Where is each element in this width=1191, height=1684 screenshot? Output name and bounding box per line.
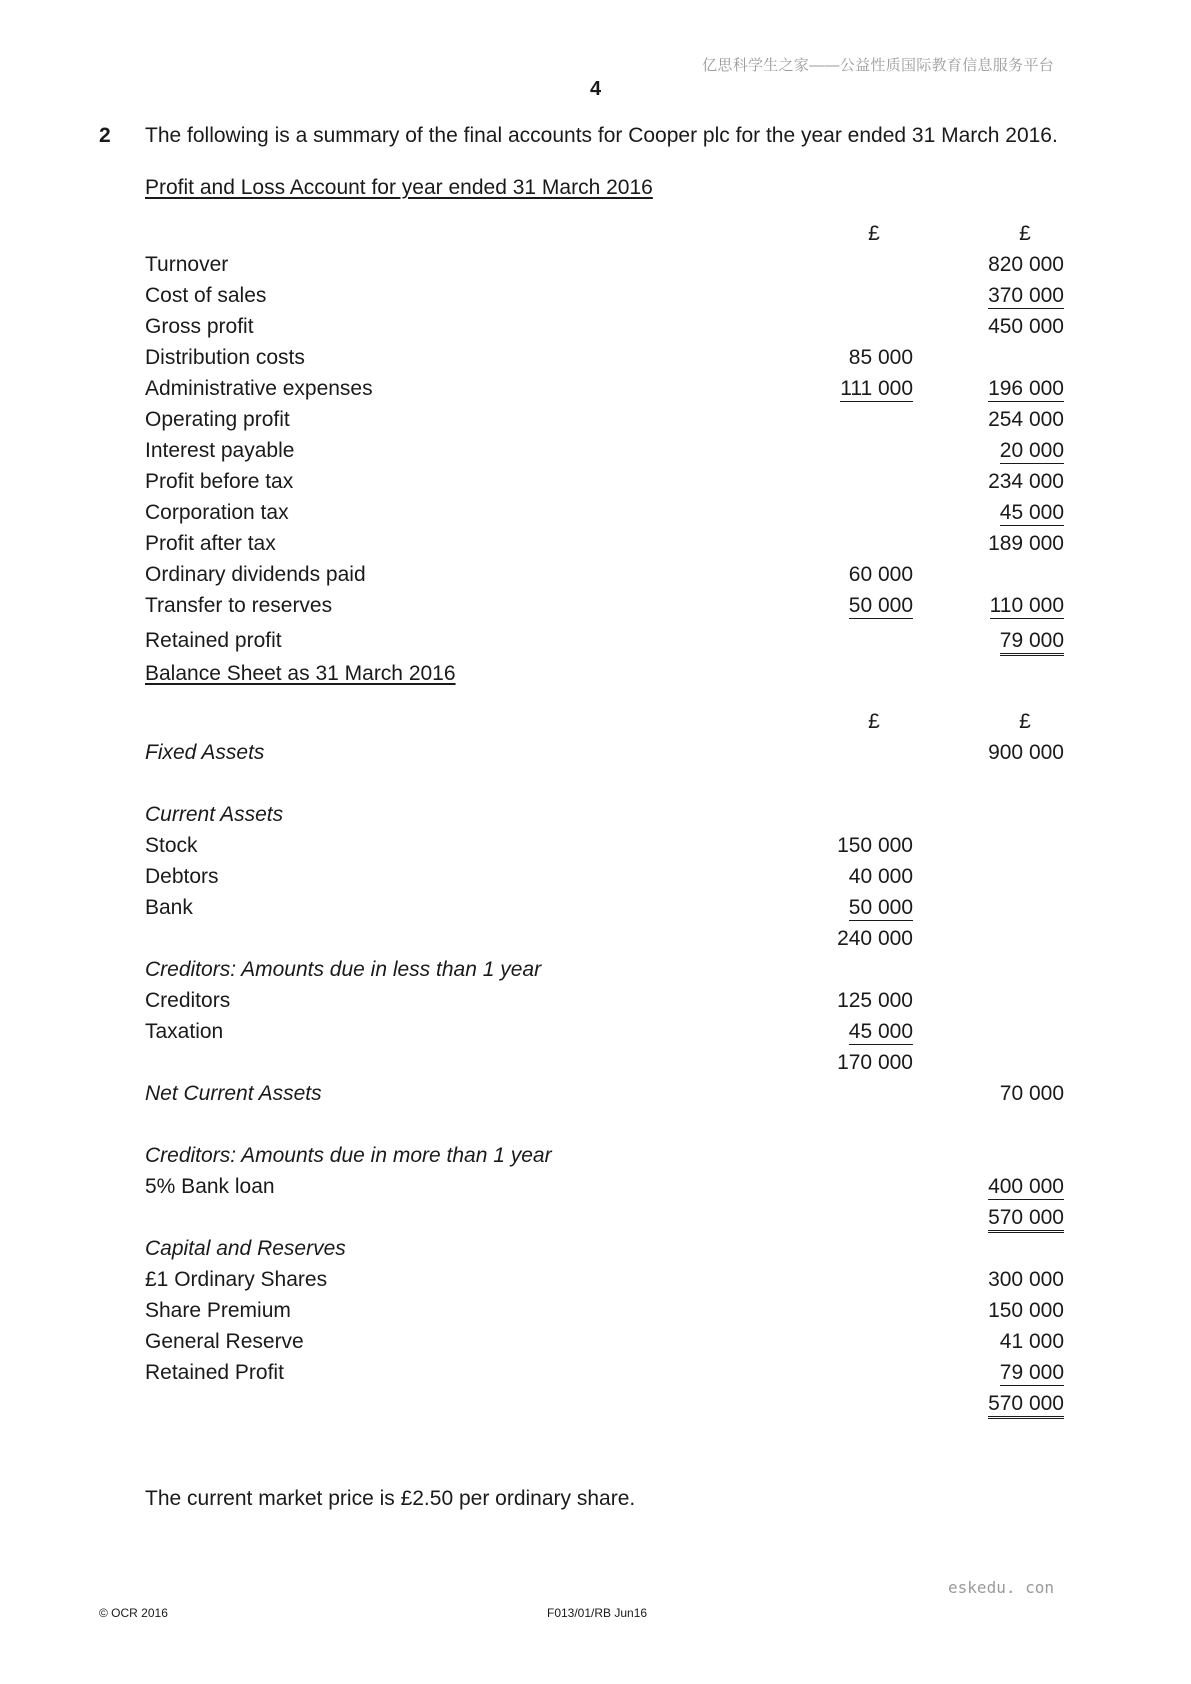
- pl-row: [145, 590, 1064, 621]
- amount-value: 45 000: [999, 501, 1064, 524]
- amount-inner-column: [835, 1264, 913, 1295]
- amount-value: 170 000: [837, 1051, 913, 1074]
- bs-row: [145, 1295, 1064, 1326]
- bs-row: [145, 1109, 925, 1140]
- bs-row: [145, 954, 925, 985]
- amount-outer-column: [986, 1016, 1064, 1047]
- amount-outer-column: [986, 830, 1064, 861]
- row-label: Fixed Assets: [145, 741, 265, 764]
- amount-outer-column: [986, 1140, 1064, 1171]
- amount-value: 400 000: [988, 1175, 1064, 1198]
- amount-outer-column: [986, 1295, 1064, 1326]
- amount-value: 570 000: [988, 1206, 1064, 1233]
- amount-inner-column: [835, 1357, 913, 1388]
- row-label: Turnover: [145, 253, 229, 276]
- amount-outer-column: [986, 373, 1064, 404]
- question-intro: The following is a summary of the final accounts for Cooper plc for the year ended 31 March 2016.: [145, 124, 1058, 147]
- amount-inner-column: [835, 768, 913, 799]
- row-label: Interest payable: [145, 439, 295, 462]
- footer-watermark: eskedu. con: [948, 1578, 1054, 1597]
- currency-symbol: £: [868, 710, 880, 733]
- amount-value: 240 000: [837, 927, 913, 950]
- amount-inner-column: [835, 1388, 913, 1419]
- pl-rows: [145, 249, 1064, 656]
- pl-row: [145, 249, 1064, 280]
- page-number: 4: [589, 78, 602, 100]
- amount-outer-column: [986, 892, 1064, 923]
- amount-value: 85 000: [848, 346, 913, 369]
- bs-row: [145, 892, 925, 923]
- amount-inner-column: [835, 435, 913, 466]
- row-label: Bank: [145, 896, 193, 919]
- bs-row: [145, 1078, 1064, 1109]
- row-label: Creditors: Amounts due in less than 1 year: [145, 958, 542, 981]
- amount-inner-column: [835, 892, 913, 923]
- amount-inner-column: [835, 1140, 913, 1171]
- row-label: £1 Ordinary Shares: [145, 1268, 328, 1291]
- amount-value: 196 000: [988, 377, 1064, 400]
- amount-value: 450 000: [988, 315, 1064, 338]
- row-label: Profit after tax: [145, 532, 276, 555]
- amount-outer-column: [986, 768, 1064, 799]
- amount-outer-column: [986, 861, 1064, 892]
- bs-row: [145, 1388, 1064, 1419]
- pl-currency-row: [145, 218, 1031, 249]
- amount-value: 150 000: [837, 834, 913, 857]
- amount-value: 110 000: [989, 594, 1064, 617]
- amount-inner-column: [835, 1233, 913, 1264]
- amount-value: 570 000: [988, 1392, 1064, 1419]
- bs-row: [145, 737, 1064, 768]
- pl-row: [145, 404, 1064, 435]
- bs-row: [145, 1140, 925, 1171]
- amount-outer-column: [986, 1047, 1064, 1078]
- amount-outer-column: [986, 1357, 1064, 1388]
- amount-inner-column: [835, 497, 913, 528]
- row-label: Distribution costs: [145, 346, 305, 369]
- amount-outer-column: [986, 923, 1064, 954]
- bs-table: [145, 706, 1064, 1419]
- amount-outer-column: [986, 590, 1064, 621]
- amount-value: 40 000: [848, 865, 913, 888]
- row-label: General Reserve: [145, 1330, 304, 1353]
- row-label: Retained profit: [145, 629, 282, 652]
- pl-row: [145, 311, 1064, 342]
- bs-row: [145, 1233, 925, 1264]
- amount-value: 45 000: [848, 1020, 913, 1043]
- amount-inner-column: [835, 1047, 913, 1078]
- bs-row: [145, 1326, 1064, 1357]
- amount-value: 234 000: [988, 470, 1064, 493]
- amount-inner-column: [835, 923, 913, 954]
- amount-inner-column: [835, 1171, 913, 1202]
- row-label: Net Current Assets: [145, 1082, 322, 1105]
- amount-inner-column: [835, 830, 913, 861]
- pl-table: [145, 218, 1064, 656]
- amount-inner-column: [835, 528, 913, 559]
- bs-row: [145, 799, 925, 830]
- amount-inner-column: [835, 954, 913, 985]
- amount-outer-column: [986, 404, 1064, 435]
- amount-inner-column: [835, 1202, 913, 1233]
- amount-outer-column: [986, 799, 1064, 830]
- amount-value: 300 000: [988, 1268, 1064, 1291]
- bs-rows: [145, 737, 1064, 1419]
- amount-value: 900 000: [988, 741, 1064, 764]
- amount-inner-column: [835, 342, 913, 373]
- amount-outer-column: [986, 625, 1064, 656]
- amount-value: 60 000: [848, 563, 913, 586]
- amount-value: 79 000: [1000, 629, 1064, 656]
- bs-row: [145, 1264, 1064, 1295]
- amount-outer-column: [986, 1326, 1064, 1357]
- amount-outer-column: [986, 737, 1064, 768]
- amount-inner-column: [835, 985, 913, 1016]
- amount-outer-column: [986, 1171, 1064, 1202]
- amount-inner-column: [835, 625, 913, 656]
- amount-inner-column: [835, 373, 913, 404]
- amount-outer-column: [986, 342, 1064, 373]
- amount-inner-column: [835, 311, 913, 342]
- amount-inner-column: [835, 590, 913, 621]
- row-label: Administrative expenses: [145, 377, 373, 400]
- question-number: 2: [99, 124, 111, 147]
- bs-row: [145, 861, 925, 892]
- amount-value: 70 000: [999, 1082, 1064, 1105]
- amount-outer-column: [986, 1202, 1064, 1233]
- bs-row: [145, 1016, 925, 1047]
- amount-inner-column: [835, 1016, 913, 1047]
- pl-row: [145, 435, 1064, 466]
- bs-row: [145, 1171, 1064, 1202]
- bs-row: [145, 1047, 925, 1078]
- row-label: Retained Profit: [145, 1361, 284, 1384]
- pl-row: [145, 280, 1064, 311]
- amount-value: 50 000: [848, 594, 913, 617]
- row-label: Stock: [145, 834, 198, 857]
- bs-row: [145, 985, 925, 1016]
- bs-row: [145, 830, 925, 861]
- row-label: Debtors: [145, 865, 219, 888]
- amount-inner-column: [835, 404, 913, 435]
- row-label: Taxation: [145, 1020, 224, 1043]
- amount-outer-column: [986, 311, 1064, 342]
- amount-outer-column: [986, 280, 1064, 311]
- header-watermark: 亿思科学生之家——公益性质国际教育信息服务平台: [702, 57, 1054, 74]
- row-label: Transfer to reserves: [145, 594, 333, 617]
- pl-row: [145, 559, 925, 590]
- row-label: Creditors: Amounts due in more than 1 year: [145, 1144, 552, 1167]
- pl-title: Profit and Loss Account for year ended 31 March 2016: [145, 176, 653, 199]
- amount-outer-column: [986, 497, 1064, 528]
- amount-value: 41 000: [999, 1330, 1064, 1353]
- bs-row: [145, 768, 925, 799]
- pl-row: [145, 373, 1064, 404]
- row-label: 5% Bank loan: [145, 1175, 275, 1198]
- amount-outer-column: [986, 1233, 1064, 1264]
- amount-value: 79 000: [999, 1361, 1064, 1384]
- amount-value: 20 000: [999, 439, 1064, 462]
- amount-outer-column: [986, 1078, 1064, 1109]
- row-label: Operating profit: [145, 408, 290, 431]
- bs-row: [145, 1357, 1064, 1388]
- bs-row: [145, 923, 925, 954]
- row-label: Corporation tax: [145, 501, 289, 524]
- currency-symbol: £: [1019, 710, 1031, 733]
- pl-row: [145, 466, 1064, 497]
- bs-row: [145, 1202, 1064, 1233]
- pl-row: [145, 625, 1064, 656]
- amount-outer-column: [986, 1264, 1064, 1295]
- amount-inner-column: [835, 737, 913, 768]
- currency-symbol: £: [1019, 222, 1031, 245]
- row-label: Creditors: [145, 989, 231, 1012]
- paper-code: F013/01/RB Jun16: [547, 1606, 648, 1620]
- amount-inner-column: [835, 559, 913, 590]
- amount-inner-column: [835, 1295, 913, 1326]
- amount-inner-column: [835, 1109, 913, 1140]
- amount-outer-column: [986, 1388, 1064, 1419]
- bs-title: Balance Sheet as 31 March 2016: [145, 662, 456, 685]
- amount-outer-column: [986, 528, 1064, 559]
- copyright: © OCR 2016: [99, 1606, 168, 1620]
- amount-inner-column: [835, 466, 913, 497]
- pl-row: [145, 497, 1064, 528]
- amount-value: 254 000: [988, 408, 1064, 431]
- row-label: Capital and Reserves: [145, 1237, 346, 1260]
- row-label: Gross profit: [145, 315, 254, 338]
- amount-value: 125 000: [837, 989, 913, 1012]
- amount-value: 50 000: [848, 896, 913, 919]
- amount-outer-column: [986, 559, 1064, 590]
- row-label: Profit before tax: [145, 470, 294, 493]
- pl-row: [145, 528, 1064, 559]
- row-label: Share Premium: [145, 1299, 291, 1322]
- amount-inner-column: [835, 280, 913, 311]
- amount-inner-column: [835, 861, 913, 892]
- row-label: Current Assets: [145, 803, 284, 826]
- amount-value: 370 000: [988, 284, 1064, 307]
- currency-symbol: £: [868, 222, 880, 245]
- amount-inner-column: [835, 799, 913, 830]
- amount-outer-column: [986, 466, 1064, 497]
- row-label: Cost of sales: [145, 284, 267, 307]
- amount-outer-column: [986, 954, 1064, 985]
- amount-value: 111 000: [840, 377, 913, 400]
- amount-value: 820 000: [988, 253, 1064, 276]
- pl-row: [145, 342, 925, 373]
- amount-value: 150 000: [988, 1299, 1064, 1322]
- market-price-note: The current market price is £2.50 per ordinary share.: [145, 1487, 636, 1510]
- amount-outer-column: [986, 249, 1064, 280]
- amount-outer-column: [986, 435, 1064, 466]
- amount-inner-column: [835, 1326, 913, 1357]
- amount-inner-column: [835, 1078, 913, 1109]
- amount-inner-column: [835, 249, 913, 280]
- amount-outer-column: [986, 1109, 1064, 1140]
- row-label: Ordinary dividends paid: [145, 563, 366, 586]
- amount-outer-column: [986, 985, 1064, 1016]
- amount-value: 189 000: [988, 532, 1064, 555]
- bs-currency-row: [145, 706, 1031, 737]
